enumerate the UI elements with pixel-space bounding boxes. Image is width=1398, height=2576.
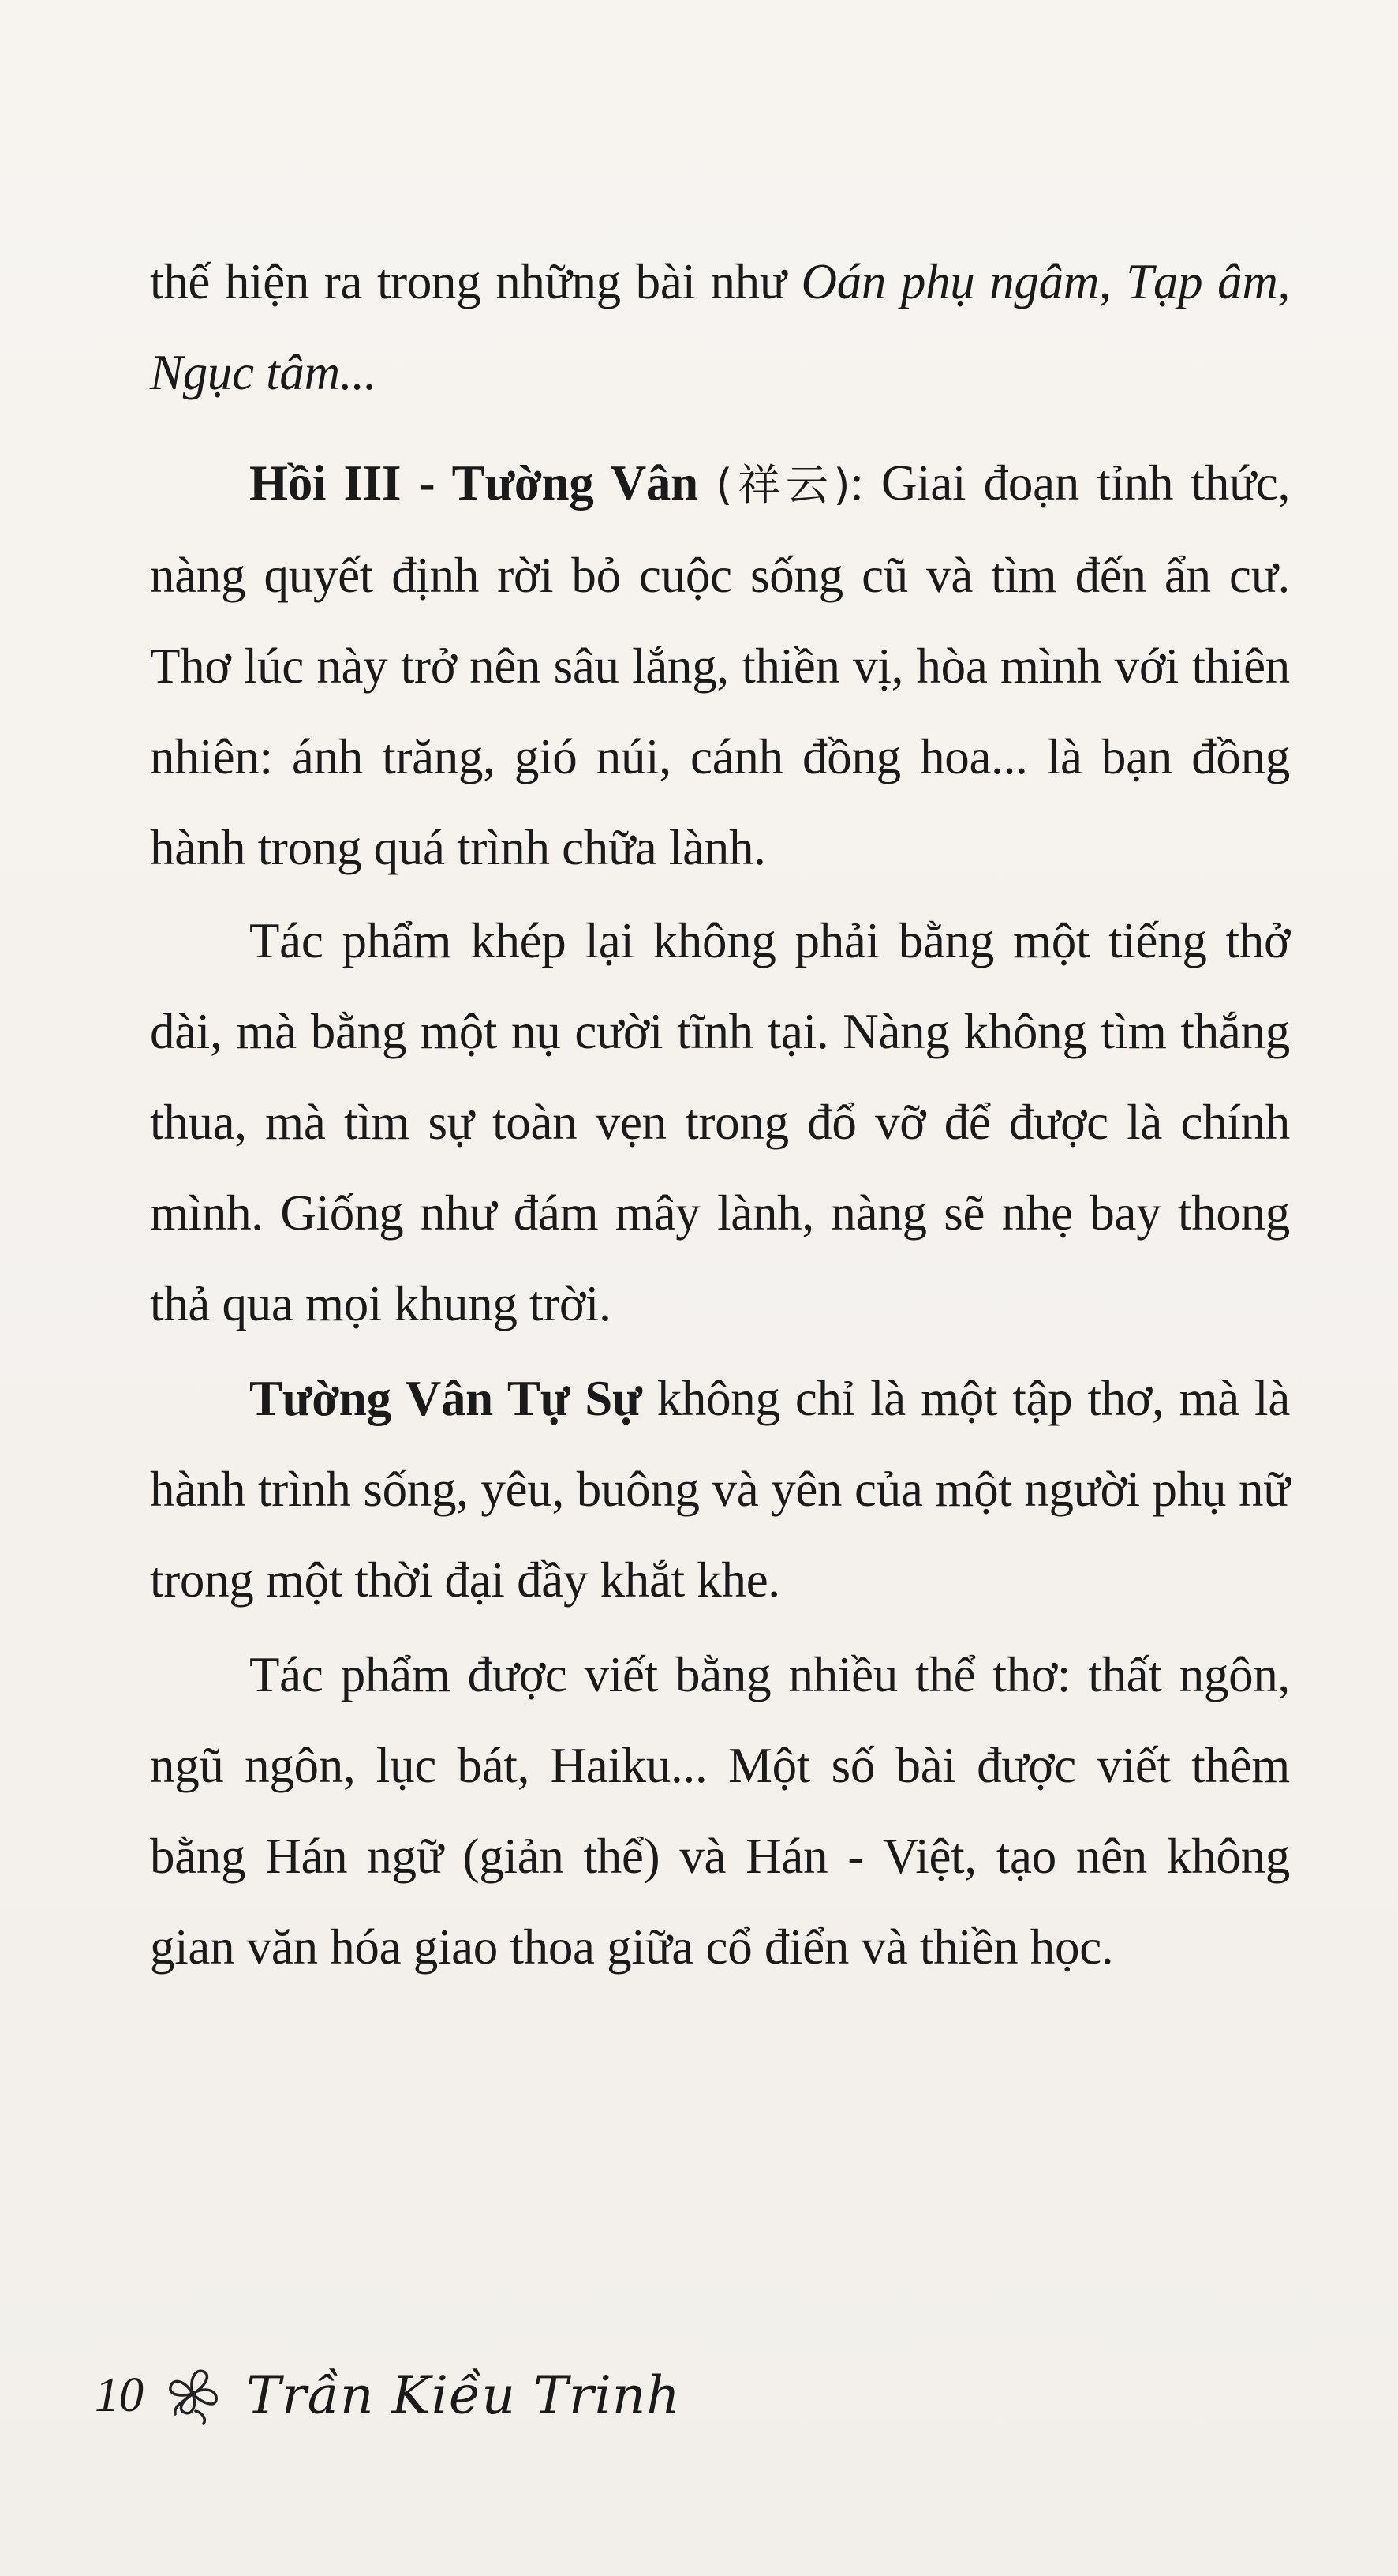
paragraph-4	[150, 1354, 1290, 1626]
p3-text: Tác phẩm khép lại không phải bằng một tiếng thở dài, mà bằng một nụ cười tĩnh tại. Nàng không tìm thắng thua, mà tìm sự toàn vẹn trong đổ vỡ để được là chính mình. Giống như đám mây lành, nàng sẽ nhẹ bay thong thả qua mọi khung trời.	[150, 913, 1290, 1331]
paragraph-2	[150, 438, 1290, 893]
p2-heading: Hồi III - Tường Vân	[249, 455, 698, 511]
paragraph-1	[150, 237, 1290, 418]
flower-icon	[161, 2364, 224, 2427]
p2-text: : Giai đoạn tỉnh thức, nàng quyết định rời bỏ cuộc sống cũ và tìm đến ẩn cư. Thơ lúc này trở nên sâu lắng, thiền vị, hòa mình với thiên nhiên: ánh trăng, gió núi, cánh đồng hoa... là bạn đồng hành trong quá trình chữa lành.	[150, 455, 1291, 875]
p5-text: Tác phẩm được viết bằng nhiều thể thơ: thất ngôn, ngũ ngôn, lục bát, Haiku... Một số bài được viết thêm bằng Hán ngữ (giản thể) và Hán - Việt, tạo nên không gian văn hóa giao thoa giữa cổ điển và thiền học.	[150, 1647, 1290, 1975]
p4-text: không chỉ là một tập thơ, mà là hành trình sống, yêu, buông và yên của một người phụ nữ trong một thời đại đầy khắt khe.	[150, 1371, 1290, 1608]
page-footer	[95, 2348, 681, 2443]
author-name: Trần Kiều Trinh	[246, 2364, 681, 2426]
p4-title: Tường Vân Tự Sự	[249, 1371, 642, 1426]
paragraph-3	[150, 896, 1290, 1350]
p2-chinese: (祥云)	[716, 460, 850, 510]
p1-text: thế hiện ra trong những bài như	[150, 254, 802, 309]
paragraph-5	[150, 1630, 1290, 1993]
page-number: 10	[95, 2368, 144, 2422]
p1-italic-titles: Oán phụ ngâm, Tạp âm, Ngục tâm...	[150, 254, 1291, 400]
